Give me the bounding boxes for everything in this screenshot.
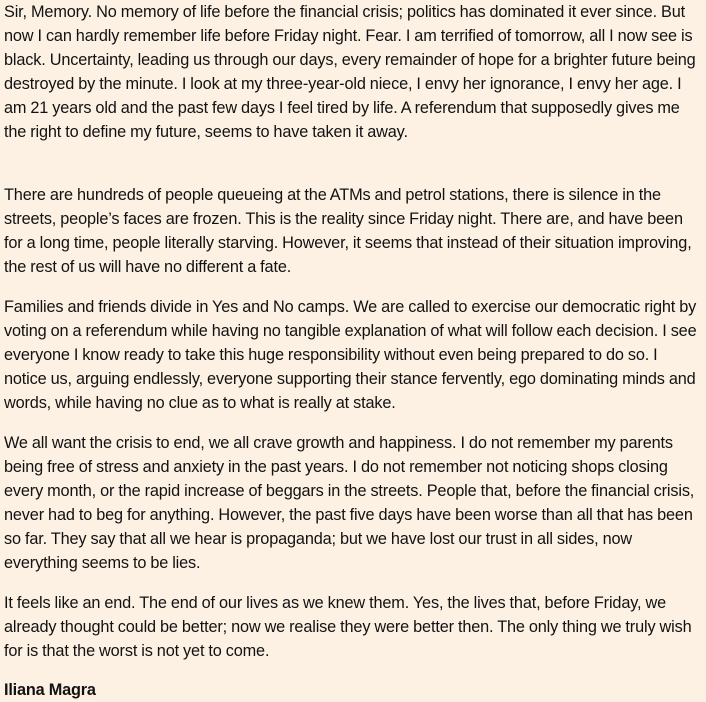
letter-paragraph-1: Sir, Memory. No memory of life before the financial crisis; politics has dominated it ever since. But now I can hardly remember life before Friday night. Fear. I am terrified of tomorrow, all I now see is black. Uncertainty, leading us through our days, every remainder of hope for a brighter future being destroyed by the minute. I look at my three-year-old niece, I envy her ignorance, I envy her age. I am 21 years old and the past few days I feel tired by life. A referendum that supposedly gives me the right to define my future, seems to have taken it away.	[4, 3, 696, 141]
letter-paragraph-2: There are hundreds of people queueing at the ATMs and petrol stations, there is silence in the streets, people’s faces are frozen. This is the reality since Friday night. There are, and have been for a long time, people literally starving. However, it seems that instead of their situation improving, the rest of us will have no different a fate.	[4, 186, 692, 276]
letter-paragraph-5: It feels like an end. The end of our lives as we knew them. Yes, the lives that, before Friday, we already thought could be better; now we realise they were better then. The only thing we truly wish for is that the worst is not yet to come.	[4, 594, 692, 660]
letter-paragraph-3: Families and friends divide in Yes and No camps. We are called to exercise our democratic right by voting on a referendum while having no tangible explanation of what will follow each decision. I see everyone I know ready to take this huge responsibility without even being prepared to do so. I notice us, arguing endlessly, everyone supporting their stance fervently, ego dominating minds and words, while having no clue as to what is really at stake.	[4, 298, 697, 412]
letter-signature: Iliana Magra	[4, 681, 96, 699]
letter-paragraph-4: We all want the crisis to end, we all crave growth and happiness. I do not remember my parents being free of stress and anxiety in the past years. I do not remember not noticing shops closing every month, or the rapid increase of beggars in the streets. People that, before the financial crisis, never had to beg for anything. However, the past five days have been worse than all that has been so far. They say that all we hear is propaganda; but we have lost our trust in all sides, now everything seems to be lies.	[4, 434, 695, 572]
